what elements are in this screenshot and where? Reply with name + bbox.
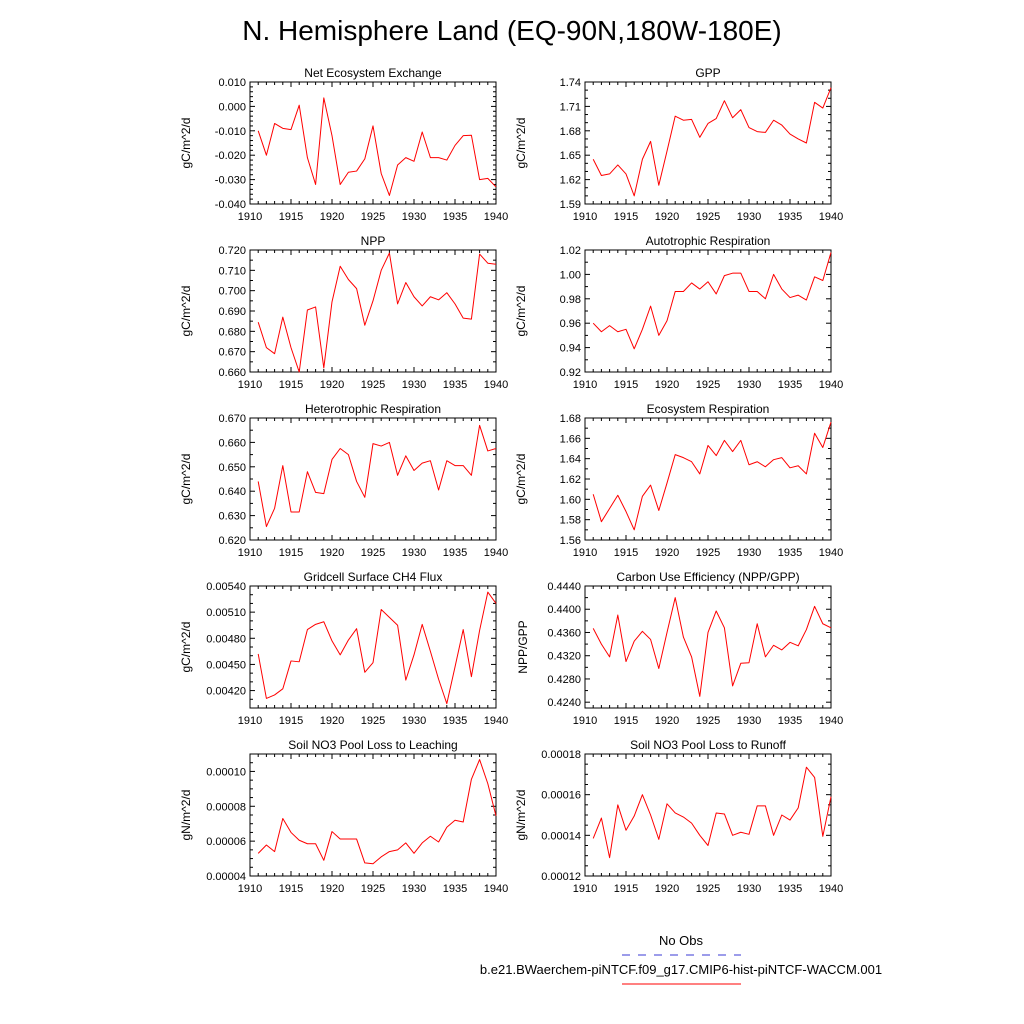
- y-tick-label: 0.00004: [206, 871, 246, 883]
- panel-title: NPP: [360, 234, 386, 248]
- y-tick-label: 1.56: [559, 535, 581, 547]
- x-tick-label: 1915: [613, 715, 639, 727]
- y-tick-label: 0.680: [218, 326, 246, 339]
- panel-gpp: [514, 66, 843, 223]
- y-tick-label: 1.62: [559, 474, 581, 486]
- y-tick-label: 0.4320: [547, 650, 581, 663]
- x-tick-label: 1920: [654, 211, 680, 223]
- figure-title: N. Hemisphere Land (EQ-90N,180W-180E): [242, 15, 782, 46]
- y-tick-label: 0.660: [218, 437, 246, 450]
- y-tick-label: 0.00014: [541, 830, 581, 843]
- x-tick-label: 1935: [777, 379, 803, 391]
- x-tick-label: 1920: [654, 715, 680, 727]
- y-axis-label: gC/m^2/d: [179, 621, 193, 673]
- x-tick-label: 1940: [818, 883, 844, 895]
- y-tick-label: 1.68: [559, 125, 581, 138]
- x-tick-label: 1940: [818, 379, 844, 391]
- panel-title: Carbon Use Efficiency (NPP/GPP): [616, 570, 800, 584]
- y-tick-label: 0.4440: [547, 581, 581, 593]
- plot-frame: [585, 82, 831, 204]
- x-tick-label: 1910: [572, 547, 598, 559]
- x-tick-label: 1930: [736, 547, 762, 559]
- y-axis-label: gC/m^2/d: [514, 285, 528, 337]
- x-tick-label: 1925: [360, 547, 386, 559]
- x-tick-label: 1910: [237, 547, 263, 559]
- plot-frame: [585, 418, 831, 540]
- series-line: [258, 425, 496, 526]
- y-tick-label: 1.66: [559, 433, 581, 446]
- plot-frame: [585, 754, 831, 876]
- x-tick-label: 1940: [483, 211, 509, 223]
- series-line: [593, 252, 831, 348]
- y-tick-label: 1.64: [559, 453, 581, 466]
- y-axis-label: gN/m^2/d: [514, 789, 528, 841]
- x-tick-label: 1935: [777, 883, 803, 895]
- y-tick-label: 0.4240: [547, 697, 581, 710]
- x-tick-label: 1915: [278, 715, 304, 727]
- y-tick-label: 0.4280: [547, 673, 581, 686]
- x-tick-label: 1915: [278, 379, 304, 391]
- y-tick-label: 0.00012: [541, 871, 581, 883]
- x-tick-label: 1935: [777, 211, 803, 223]
- y-axis-label: gC/m^2/d: [179, 453, 193, 505]
- x-tick-label: 1925: [360, 211, 386, 223]
- y-axis-label: gN/m^2/d: [179, 789, 193, 841]
- y-tick-label: 0.94: [559, 342, 581, 355]
- x-tick-label: 1925: [360, 379, 386, 391]
- y-tick-label: 0.670: [218, 413, 246, 425]
- y-tick-label: 1.00: [559, 269, 581, 282]
- x-tick-label: 1935: [442, 715, 468, 727]
- plot-frame: [585, 586, 831, 708]
- legend-label-model-run: b.e21.BWaerchem-piNTCF.f09_g17.CMIP6-hist-piNTCF-WACCM.001: [479, 962, 883, 977]
- y-tick-label: 0.630: [218, 510, 246, 523]
- y-axis-label: gC/m^2/d: [514, 453, 528, 505]
- x-tick-label: 1935: [442, 547, 468, 559]
- series-line: [593, 767, 831, 857]
- panel-grid: [179, 66, 843, 895]
- y-axis-label: NPP/GPP: [516, 620, 530, 674]
- y-tick-label: 1.02: [559, 245, 581, 257]
- x-tick-label: 1920: [319, 211, 345, 223]
- y-tick-label: 0.710: [218, 265, 246, 278]
- x-tick-label: 1915: [613, 211, 639, 223]
- x-tick-label: 1940: [483, 715, 509, 727]
- x-tick-label: 1930: [736, 379, 762, 391]
- panel-title: Ecosystem Respiration: [646, 402, 770, 416]
- x-tick-label: 1925: [695, 547, 721, 559]
- y-tick-label: 0.640: [218, 486, 246, 499]
- x-tick-label: 1940: [483, 883, 509, 895]
- y-tick-label: 0.700: [218, 285, 246, 298]
- panel-title: Autotrophic Respiration: [645, 234, 771, 248]
- y-tick-label: 0.4360: [547, 627, 581, 640]
- x-tick-label: 1915: [613, 379, 639, 391]
- y-tick-label: -0.010: [214, 125, 246, 138]
- y-tick-label: -0.020: [214, 150, 246, 163]
- x-tick-label: 1930: [401, 211, 427, 223]
- x-tick-label: 1920: [654, 379, 680, 391]
- x-tick-label: 1940: [483, 379, 509, 391]
- y-tick-label: 1.60: [559, 494, 581, 507]
- x-tick-label: 1920: [319, 883, 345, 895]
- panel-gridcell-surface-ch4-flux: [179, 570, 508, 727]
- panel-soil-no3-pool-loss-to-runoff: [514, 738, 843, 895]
- plot-frame: [250, 754, 496, 876]
- y-tick-label: 0.00006: [206, 836, 246, 849]
- series-line: [593, 88, 831, 196]
- y-tick-label: 0.00540: [206, 581, 246, 593]
- x-tick-label: 1930: [736, 883, 762, 895]
- y-tick-label: 1.65: [559, 150, 581, 163]
- x-tick-label: 1925: [695, 211, 721, 223]
- x-tick-label: 1930: [401, 379, 427, 391]
- y-tick-label: 1.74: [559, 77, 581, 89]
- y-tick-label: 0.00510: [206, 607, 246, 620]
- x-tick-label: 1920: [319, 379, 345, 391]
- x-tick-label: 1920: [319, 715, 345, 727]
- y-tick-label: 0.00008: [206, 801, 246, 814]
- y-tick-label: 0.000: [218, 101, 246, 114]
- series-line: [258, 98, 496, 196]
- x-tick-label: 1910: [237, 379, 263, 391]
- y-tick-label: 0.00016: [541, 789, 581, 802]
- series-line: [258, 253, 496, 372]
- panel-title: Soil NO3 Pool Loss to Runoff: [630, 738, 786, 752]
- x-tick-label: 1930: [401, 883, 427, 895]
- x-tick-label: 1915: [278, 883, 304, 895]
- y-tick-label: 0.670: [218, 346, 246, 359]
- x-tick-label: 1930: [736, 211, 762, 223]
- y-tick-label: 1.59: [559, 199, 581, 211]
- y-tick-label: 0.660: [218, 367, 246, 379]
- panel-ecosystem-respiration: [514, 402, 843, 559]
- y-tick-label: 0.690: [218, 306, 246, 318]
- y-tick-label: 0.00420: [206, 685, 246, 698]
- plot-frame: [250, 82, 496, 204]
- x-tick-label: 1940: [483, 547, 509, 559]
- x-tick-label: 1915: [278, 211, 304, 223]
- x-tick-label: 1930: [401, 715, 427, 727]
- x-tick-label: 1915: [613, 883, 639, 895]
- x-tick-label: 1935: [442, 379, 468, 391]
- x-tick-label: 1935: [442, 211, 468, 223]
- x-tick-label: 1910: [572, 715, 598, 727]
- x-tick-label: 1935: [442, 883, 468, 895]
- panel-title: Gridcell Surface CH4 Flux: [303, 570, 443, 584]
- x-tick-label: 1920: [654, 883, 680, 895]
- panel-autotrophic-respiration: [514, 234, 843, 391]
- y-tick-label: 0.00010: [206, 766, 246, 779]
- x-tick-label: 1910: [572, 211, 598, 223]
- legend: [480, 933, 882, 984]
- panel-net-ecosystem-exchange: [179, 66, 508, 223]
- x-tick-label: 1910: [572, 379, 598, 391]
- panel-title: Soil NO3 Pool Loss to Leaching: [288, 738, 458, 752]
- panel-npp: [179, 234, 508, 391]
- y-tick-label: 0.620: [218, 535, 246, 547]
- y-tick-label: 0.92: [559, 367, 581, 379]
- y-axis-label: gC/m^2/d: [179, 285, 193, 337]
- panel-title: Net Ecosystem Exchange: [304, 66, 442, 80]
- x-tick-label: 1935: [777, 715, 803, 727]
- x-tick-label: 1915: [613, 547, 639, 559]
- y-tick-label: 1.71: [559, 101, 581, 114]
- y-tick-label: 0.010: [218, 77, 246, 89]
- y-tick-label: 0.98: [559, 293, 581, 306]
- y-tick-label: -0.040: [214, 199, 246, 211]
- x-tick-label: 1930: [736, 715, 762, 727]
- x-tick-label: 1925: [695, 883, 721, 895]
- y-tick-label: 0.96: [559, 318, 581, 331]
- series-line: [593, 422, 831, 530]
- x-tick-label: 1910: [572, 883, 598, 895]
- y-tick-label: 0.00450: [206, 659, 246, 672]
- panel-title: Heterotrophic Respiration: [304, 402, 442, 416]
- panel-heterotrophic-respiration: [179, 402, 508, 559]
- x-tick-label: 1910: [237, 715, 263, 727]
- panel-carbon-use-efficiency-npp-gpp: [516, 570, 843, 727]
- y-tick-label: 0.650: [218, 461, 246, 474]
- panel-title: GPP: [695, 66, 721, 80]
- x-tick-label: 1930: [401, 547, 427, 559]
- y-tick-label: -0.030: [214, 174, 246, 187]
- x-tick-label: 1925: [360, 715, 386, 727]
- series-line: [258, 760, 496, 864]
- legend-label-no-obs: No Obs: [658, 933, 704, 948]
- y-tick-label: 1.68: [559, 413, 581, 425]
- x-tick-label: 1940: [818, 211, 844, 223]
- y-tick-label: 1.62: [559, 174, 581, 187]
- series-line: [593, 598, 831, 697]
- y-tick-label: 0.720: [218, 245, 246, 257]
- y-tick-label: 0.4400: [547, 604, 581, 617]
- panel-soil-no3-pool-loss-to-leaching: [179, 738, 508, 895]
- x-tick-label: 1915: [278, 547, 304, 559]
- x-tick-label: 1940: [818, 547, 844, 559]
- x-tick-label: 1935: [777, 547, 803, 559]
- x-tick-label: 1920: [319, 547, 345, 559]
- y-tick-label: 1.58: [559, 514, 581, 527]
- plot-frame: [585, 250, 831, 372]
- x-tick-label: 1925: [695, 715, 721, 727]
- x-tick-label: 1925: [360, 883, 386, 895]
- x-tick-label: 1940: [818, 715, 844, 727]
- y-axis-label: gC/m^2/d: [514, 117, 528, 169]
- y-tick-label: 0.00480: [206, 633, 246, 646]
- y-axis-label: gC/m^2/d: [179, 117, 193, 169]
- x-tick-label: 1925: [695, 379, 721, 391]
- y-tick-label: 0.00018: [541, 749, 581, 761]
- x-tick-label: 1910: [237, 211, 263, 223]
- series-line: [258, 592, 496, 704]
- x-tick-label: 1910: [237, 883, 263, 895]
- plot-frame: [250, 418, 496, 540]
- x-tick-label: 1920: [654, 547, 680, 559]
